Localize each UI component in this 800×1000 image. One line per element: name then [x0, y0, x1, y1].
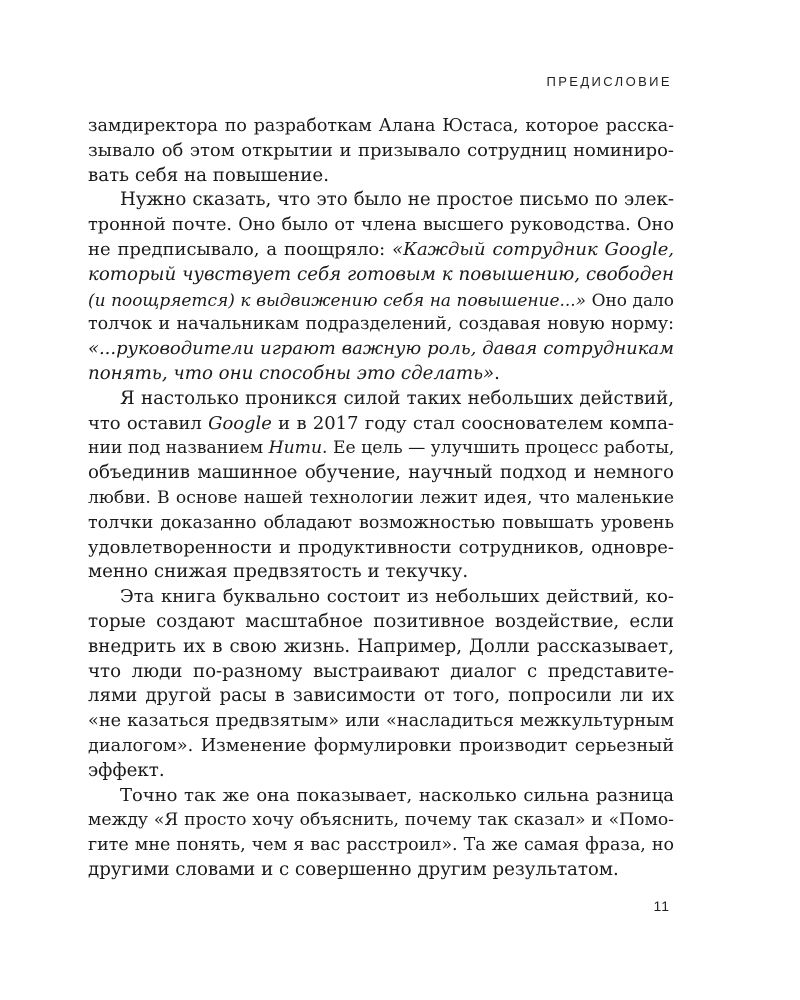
text-line	[88, 362, 674, 387]
text-line: удовлетворенности и продуктивности сотрудников, одновре-	[88, 536, 674, 558]
company-name: Нити	[268, 438, 323, 459]
text-line: диалогом». Изменение формулировки производит серьезный	[88, 735, 674, 756]
text-run: Оно дало	[585, 289, 675, 310]
text-line: другими словами и с совершенно другим результатом.	[88, 858, 619, 880]
company-name: Google	[208, 412, 272, 434]
text-line: замдиректора по разработкам Алана Юстаса, которое расска-	[88, 116, 674, 136]
text-line: торые создают масштабное позитивное воздействие, если	[88, 610, 674, 632]
text-run: что оставил	[88, 412, 209, 434]
text-line	[88, 436, 674, 461]
text-line	[88, 412, 674, 437]
quote-text: «Каждый сотрудник Google,	[392, 238, 675, 260]
text-line: объединив машинное обучение, научный подход и немного	[88, 462, 674, 484]
text-line: тронной почте. Оно было от члена высшего руководства. Оно	[88, 215, 674, 236]
page-number: 11	[653, 898, 670, 914]
text-line: толчок и начальникам подразделений, создавая новую норму:	[88, 314, 674, 335]
text-line	[88, 288, 674, 313]
text-line: эффект.	[88, 759, 165, 781]
quote-text: понять, что они способны это сделать»	[88, 362, 495, 384]
text-line	[88, 238, 674, 263]
text-line: «не казаться предвзятым» или «насладиться межкультурным	[88, 711, 674, 732]
text-run: нии под названием	[88, 438, 269, 459]
quote-text: (и поощряется) к выдвижению себя на повышение...»	[88, 289, 586, 310]
quote-line: «...руководители играют важную роль, давая сотрудникам	[88, 338, 674, 360]
text-line: лями другой расы в зависимости от того, попросили ли их	[88, 685, 674, 707]
text-line: Я настолько проникся силой таких небольших действий,	[120, 387, 674, 409]
text-line: зывало об этом открытии и призывало сотрудниц номиниро-	[88, 139, 674, 161]
text-line: что люди по-разному выстраивают диалог с представите-	[88, 660, 674, 682]
text-run: и в 2017 году стал сооснователем компа-	[271, 412, 674, 434]
text-line: внедрить их в свою жизнь. Например, Долли рассказывает,	[88, 635, 674, 657]
text-line: толчки доказанно обладают возможностью повышать уровень	[88, 512, 674, 533]
text-line: любви. В основе нашей технологии лежит идея, что маленькие	[88, 487, 674, 508]
body-text	[88, 114, 674, 883]
text-line: Нужно сказать, что это было не простое письмо по элек-	[120, 189, 674, 211]
quote-line: который чувствует себя готовым к повышению, свободен	[88, 263, 674, 285]
text-run: .	[494, 362, 500, 384]
text-line: Эта книга буквально состоит из небольших действий, ко-	[120, 586, 674, 608]
text-line: гите мне понять, чем я вас расстроил». Та же самая фраза, но	[88, 835, 674, 856]
text-line: вать себя на повышение.	[88, 164, 329, 186]
text-run: не предписывало, а поощряло:	[88, 238, 393, 260]
text-line: Точно так же она показывает, насколько сильна разница	[120, 784, 674, 806]
running-head: ПРЕДИСЛОВИЕ	[546, 74, 672, 89]
text-run: . Ее цель — улучшить процесс работы,	[322, 438, 675, 459]
text-line: менно снижая предвзятость и текучку.	[88, 561, 469, 583]
text-line: между «Я просто хочу объяснить, почему так сказал» и «Помо-	[88, 810, 674, 831]
